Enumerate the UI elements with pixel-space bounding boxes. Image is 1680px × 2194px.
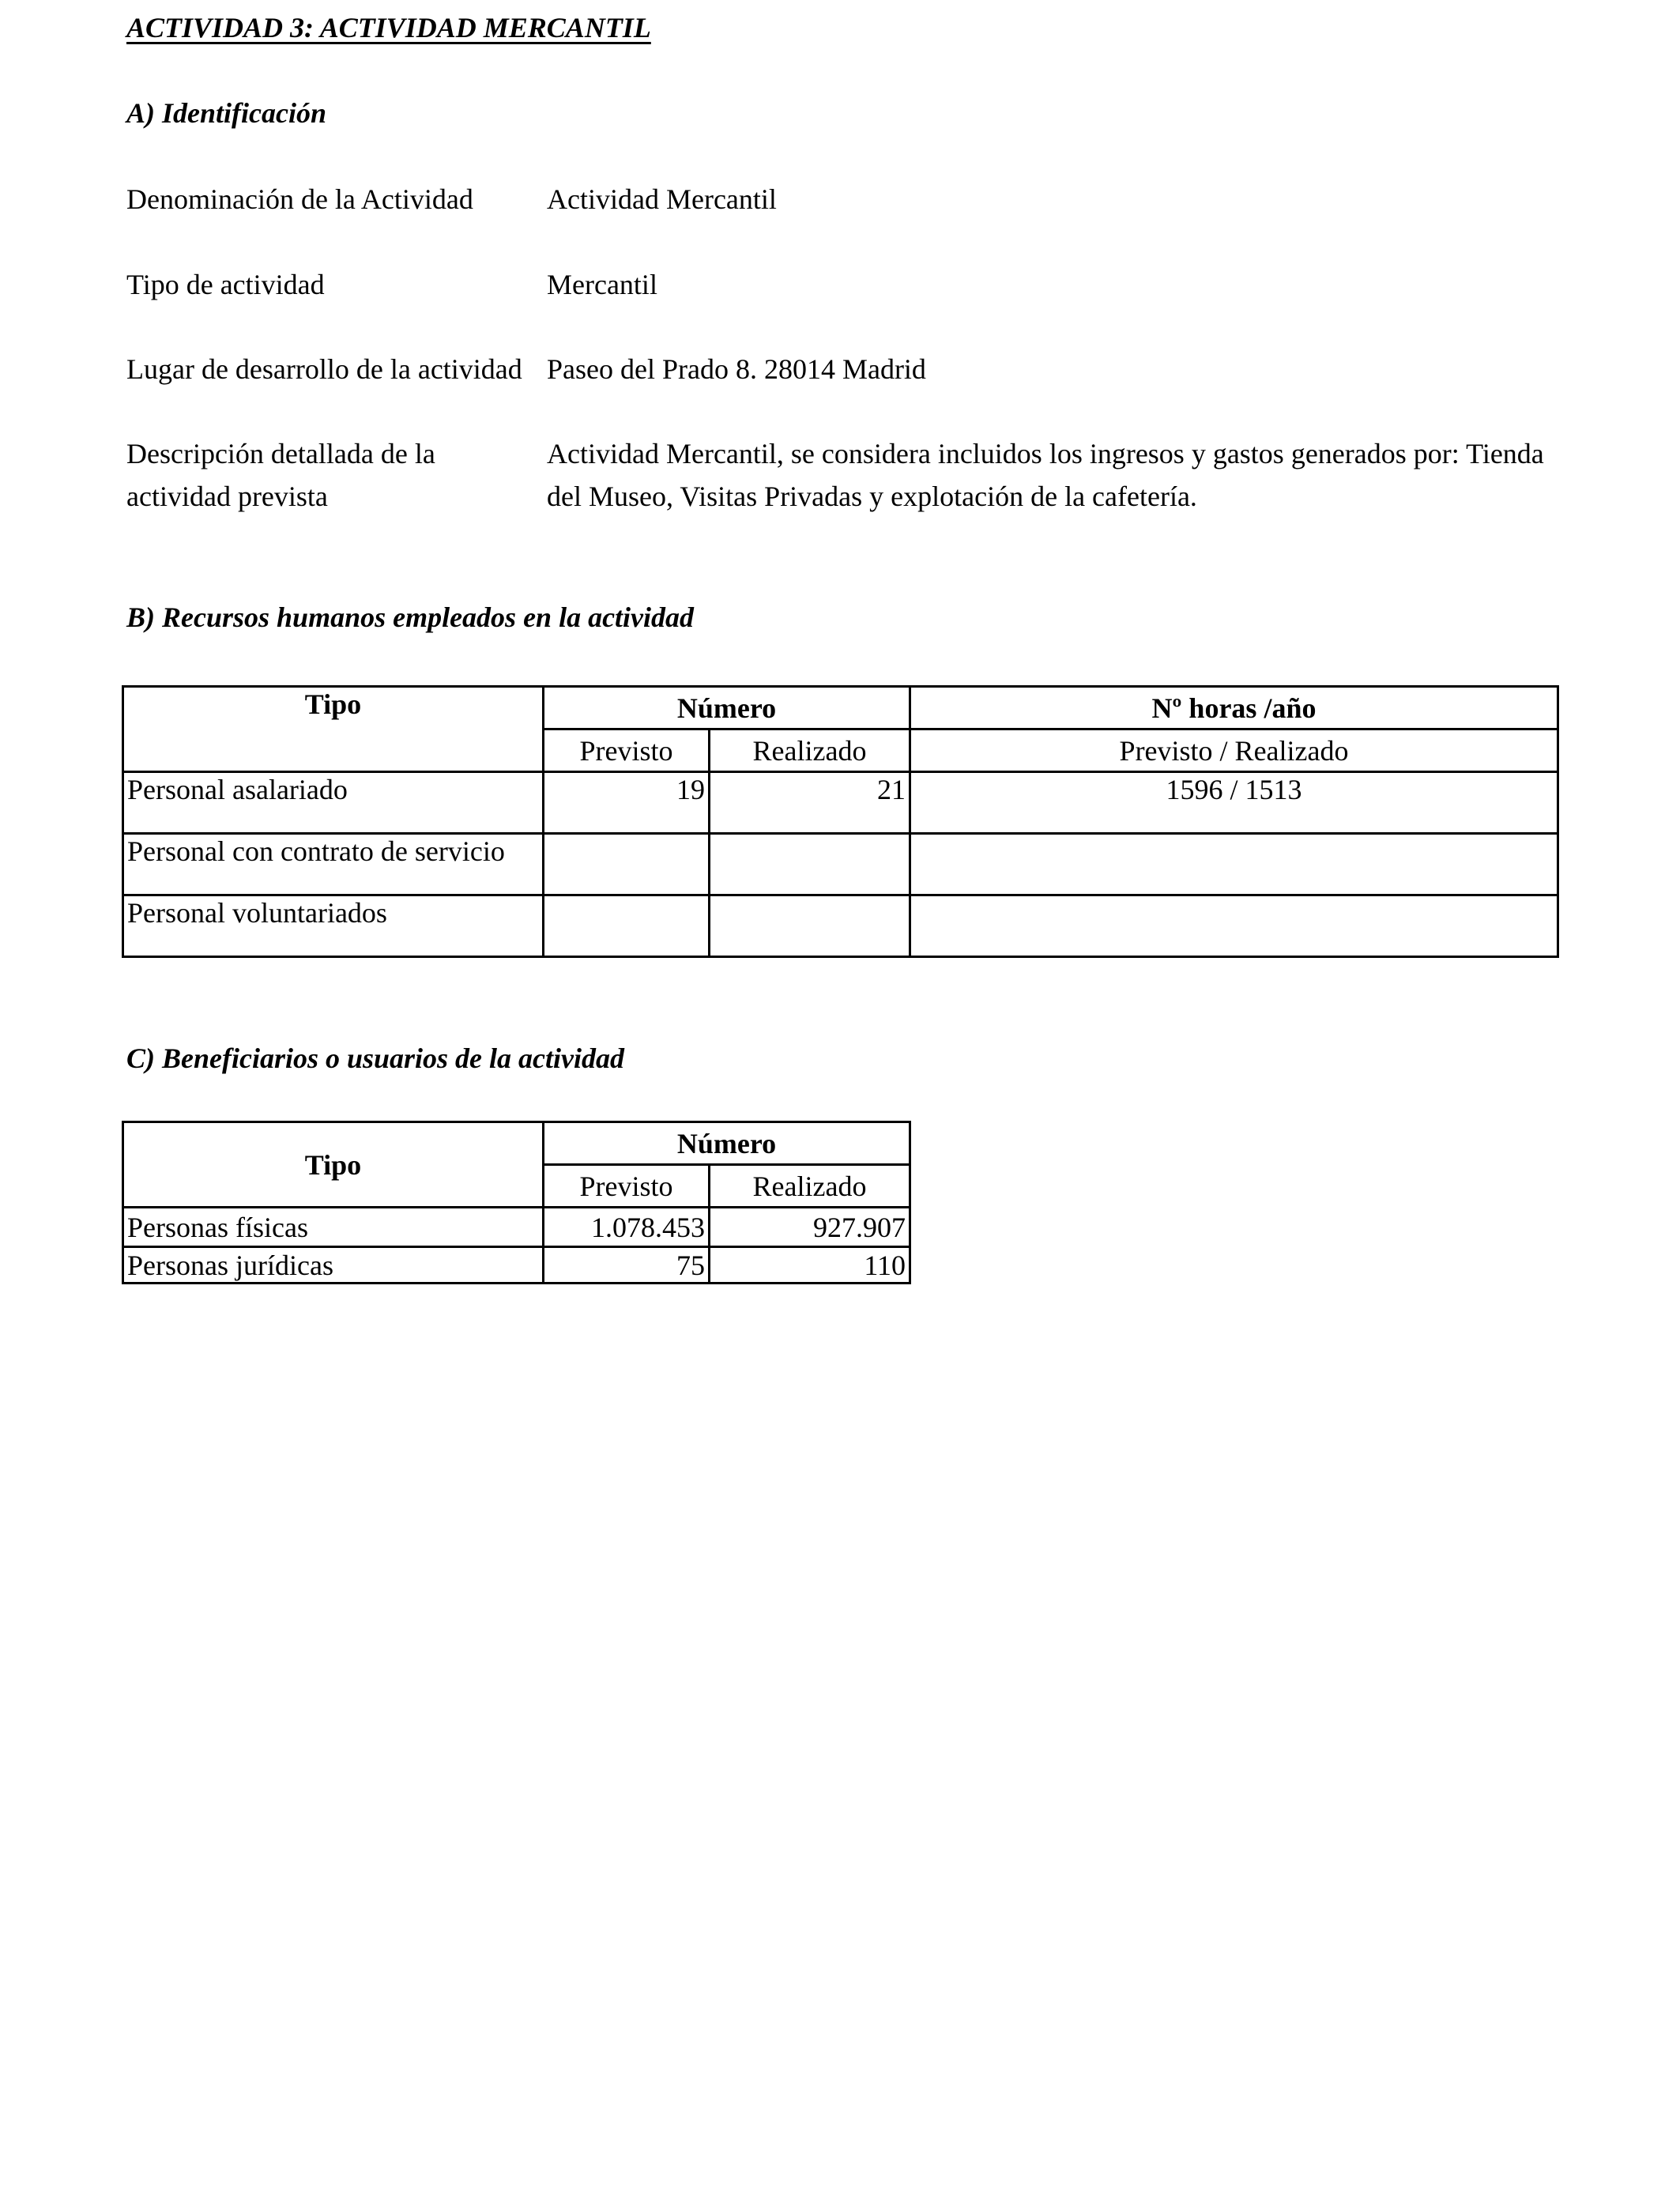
cell-tipo: Personas jurídicas — [123, 1247, 544, 1284]
label-lugar-desarrollo: Lugar de desarrollo de la actividad — [126, 353, 522, 385]
table-row — [123, 895, 1558, 957]
value-descripcion: Actividad Mercantil, se considera incluidos los ingresos y gastos generados por: Tienda del Museo, Visitas Privadas y explotación de la cafetería. — [547, 438, 1544, 512]
cell-tipo: Personal con contrato de servicio — [123, 834, 544, 895]
cell-previsto — [544, 895, 710, 957]
header-numero: Número — [544, 1122, 910, 1165]
table-row — [123, 772, 1558, 834]
table-row — [123, 1247, 910, 1284]
table-row — [123, 1208, 910, 1247]
cell-previsto: 19 — [544, 772, 710, 834]
cell-previsto — [544, 834, 710, 895]
label-descripcion: Descripción detallada de la actividad prevista — [126, 438, 435, 512]
cell-horas: 1596 / 1513 — [910, 772, 1558, 834]
header-realizado: Realizado — [710, 729, 910, 772]
beneficiarios-table — [122, 1121, 911, 1284]
label-denominacion: Denominación de la Actividad — [126, 183, 473, 215]
header-numero: Número — [544, 687, 910, 729]
header-horas: Nº horas /año — [910, 687, 1558, 729]
header-previsto: Previsto — [544, 1165, 710, 1208]
section-heading-beneficiarios: C) Beneficiarios o usuarios de la actividad — [126, 1042, 624, 1074]
header-previsto: Previsto — [544, 729, 710, 772]
section-heading-identificacion: A) Identificación — [126, 97, 326, 129]
value-denominacion: Actividad Mercantil — [547, 183, 777, 215]
header-previsto-realizado: Previsto / Realizado — [910, 729, 1558, 772]
cell-realizado: 927.907 — [710, 1208, 910, 1247]
cell-tipo: Personal asalariado — [123, 772, 544, 834]
cell-realizado — [710, 834, 910, 895]
cell-tipo: Personal voluntariados — [123, 895, 544, 957]
cell-horas — [910, 834, 1558, 895]
label-tipo-actividad: Tipo de actividad — [126, 269, 325, 300]
value-lugar-desarrollo: Paseo del Prado 8. 28014 Madrid — [547, 353, 926, 385]
header-realizado: Realizado — [710, 1165, 910, 1208]
cell-previsto: 1.078.453 — [544, 1208, 710, 1247]
cell-realizado: 21 — [710, 772, 910, 834]
cell-realizado — [710, 895, 910, 957]
cell-horas — [910, 895, 1558, 957]
recursos-humanos-table — [122, 685, 1559, 958]
value-tipo-actividad: Mercantil — [547, 269, 657, 300]
table-row — [123, 834, 1558, 895]
document-title: ACTIVIDAD 3: ACTIVIDAD MERCANTIL — [126, 12, 651, 43]
cell-realizado: 110 — [710, 1247, 910, 1284]
cell-tipo: Personas físicas — [123, 1208, 544, 1247]
section-heading-recursos-humanos: B) Recursos humanos empleados en la actividad — [126, 601, 695, 633]
header-tipo: Tipo — [123, 1122, 544, 1208]
header-tipo: Tipo — [123, 687, 544, 772]
cell-previsto: 75 — [544, 1247, 710, 1284]
